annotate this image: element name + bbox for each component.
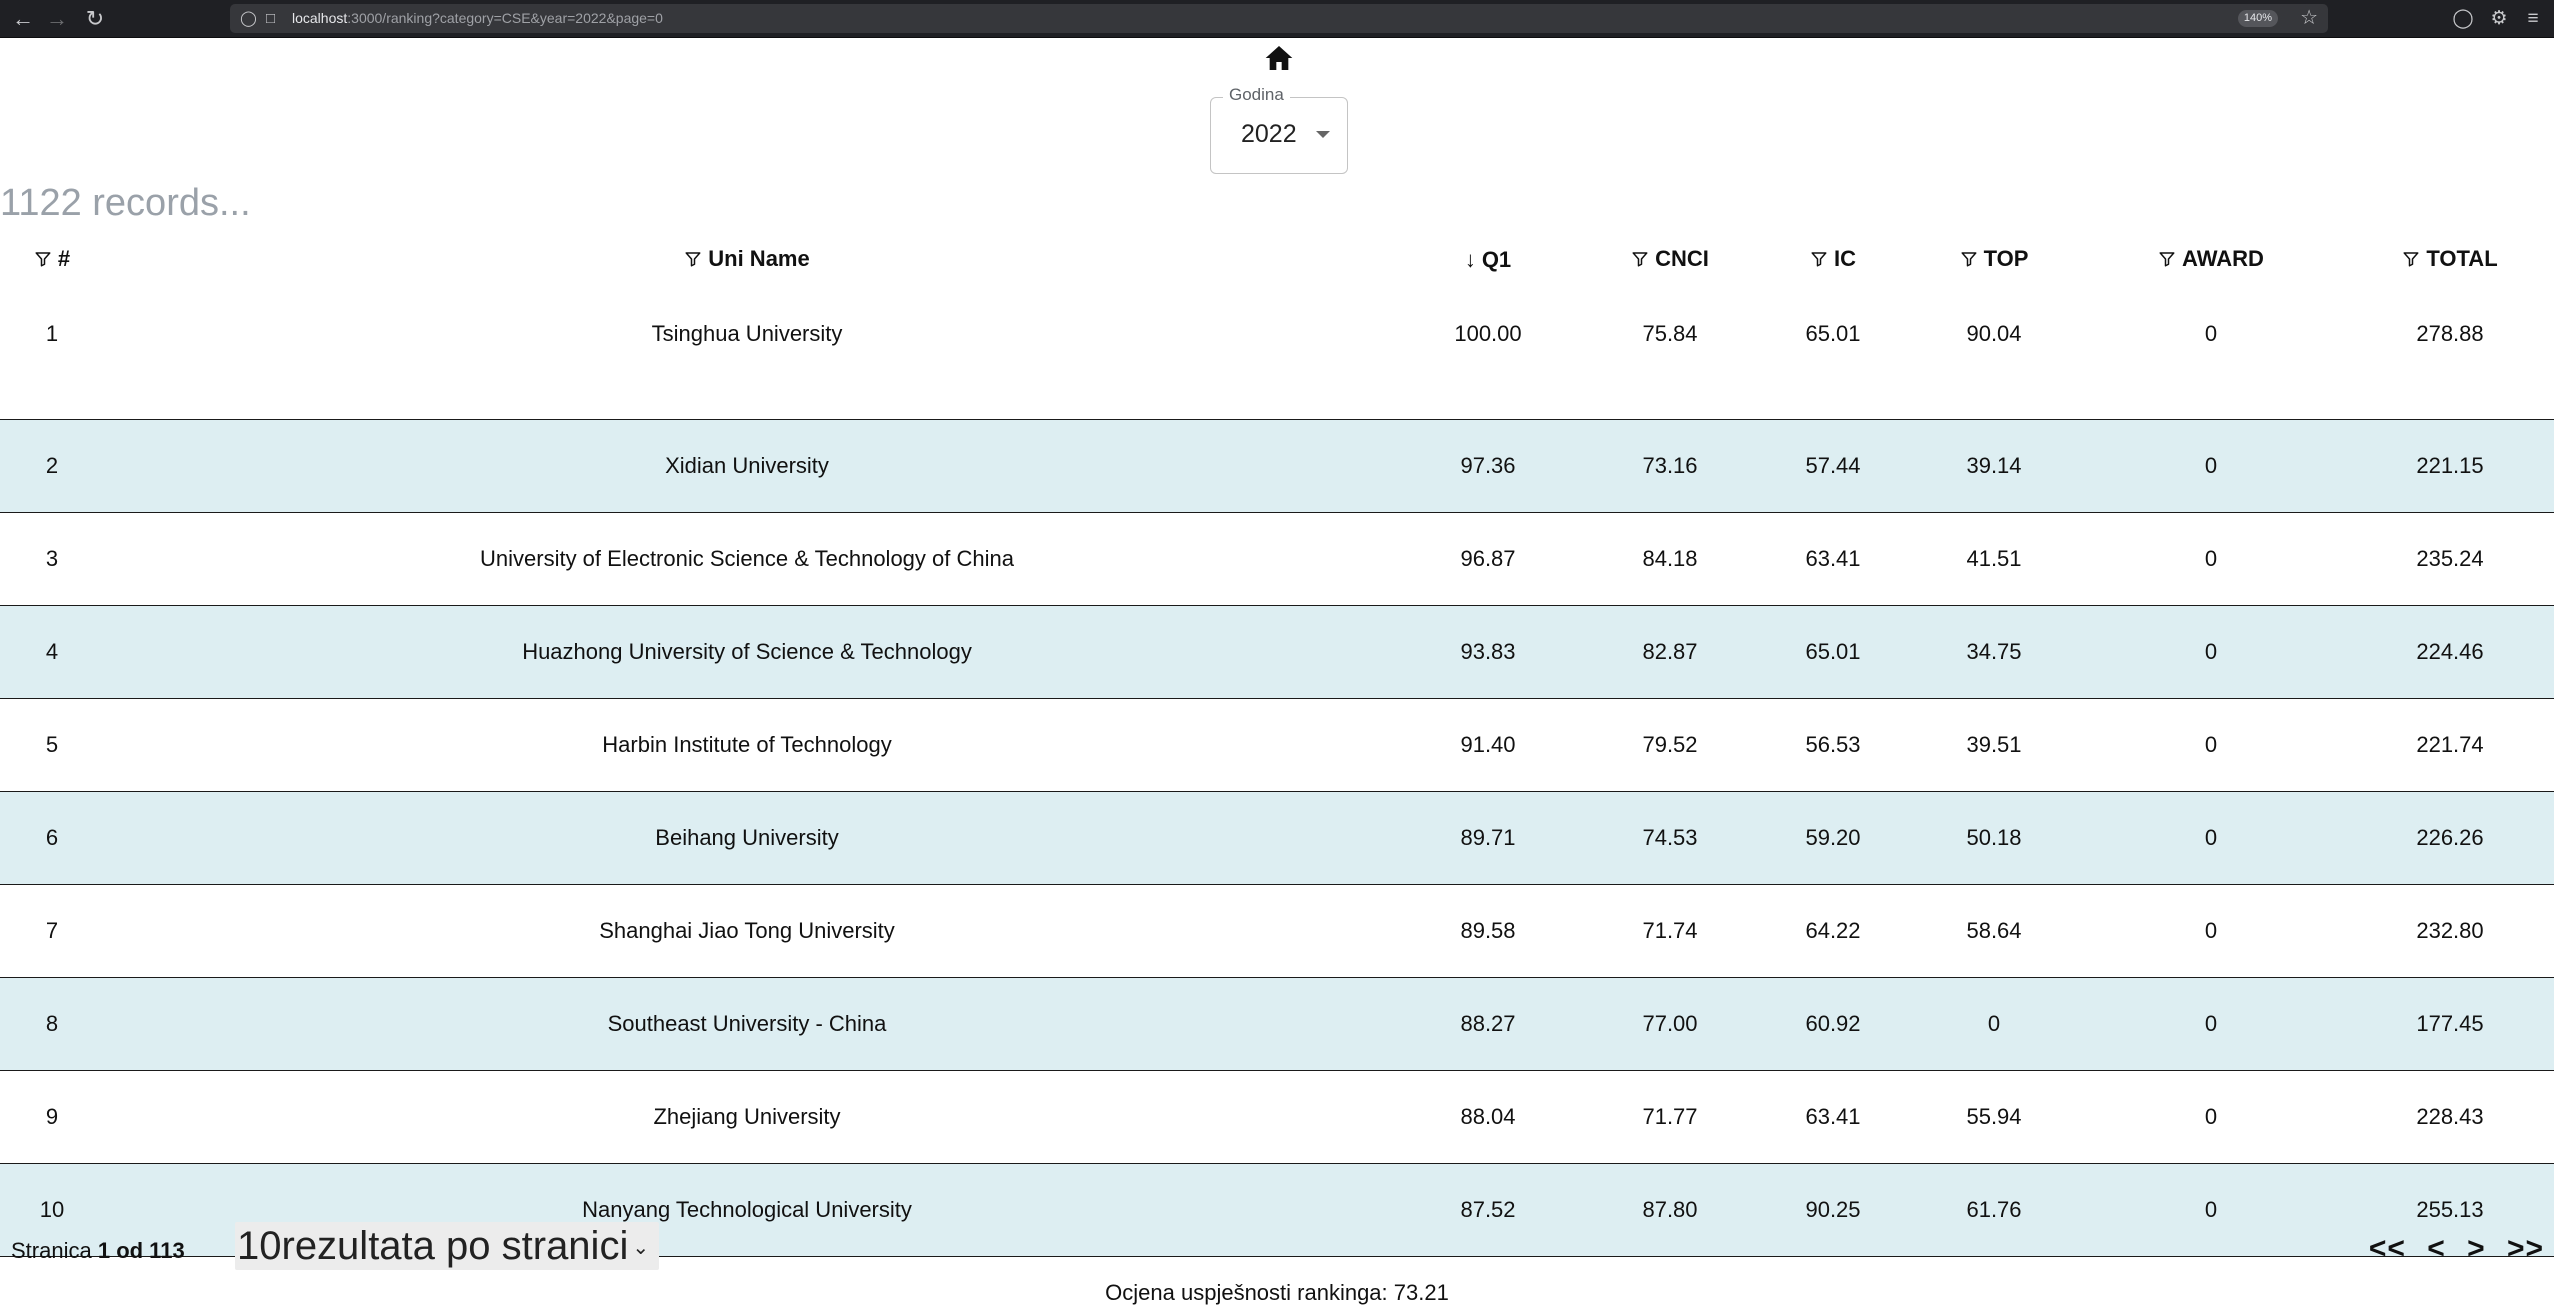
cell-q1: 88.04 bbox=[1390, 1070, 1586, 1163]
per-page-select[interactable] bbox=[235, 1222, 659, 1270]
cell-uni-name: Tsinghua University bbox=[104, 284, 1390, 419]
cell-uni-name: Huazhong University of Science & Technology bbox=[104, 605, 1390, 698]
cell-award: 0 bbox=[2076, 1163, 2346, 1256]
cell-uni-name: Shanghai Jiao Tong University bbox=[104, 884, 1390, 977]
cell-top: 61.76 bbox=[1912, 1163, 2076, 1256]
table-header-row bbox=[0, 236, 2554, 284]
header-total-label: TOTAL bbox=[2426, 246, 2498, 271]
cell-uni-name: Southeast University - China bbox=[104, 977, 1390, 1070]
page-label: Stranica bbox=[11, 1238, 92, 1263]
cell-rank: 10 bbox=[0, 1163, 104, 1256]
cell-total: 232.80 bbox=[2346, 884, 2554, 977]
ranking-score: Ocjena uspješnosti rankinga: 73.21 bbox=[1105, 1280, 1449, 1305]
table-row[interactable] bbox=[0, 698, 2554, 791]
cell-cnci: 74.53 bbox=[1586, 791, 1754, 884]
cell-award: 0 bbox=[2076, 605, 2346, 698]
cell-rank: 1 bbox=[0, 284, 104, 419]
cell-rank: 9 bbox=[0, 1070, 104, 1163]
prev-page-button[interactable]: < bbox=[2427, 1232, 2446, 1265]
filter-icon[interactable] bbox=[1631, 250, 1649, 268]
cell-top: 41.51 bbox=[1912, 512, 2076, 605]
year-select-label: Godina bbox=[1223, 85, 1290, 105]
cell-award: 0 bbox=[2076, 884, 2346, 977]
cell-total: 221.74 bbox=[2346, 698, 2554, 791]
cell-total: 177.45 bbox=[2346, 977, 2554, 1070]
cell-ic: 56.53 bbox=[1754, 698, 1912, 791]
shield-icon[interactable]: ◯ bbox=[240, 10, 257, 27]
home-icon[interactable] bbox=[1263, 42, 1295, 74]
filter-icon[interactable] bbox=[34, 250, 52, 268]
first-page-button[interactable]: << bbox=[2368, 1232, 2406, 1265]
table-row[interactable] bbox=[0, 1070, 2554, 1163]
cell-rank: 7 bbox=[0, 884, 104, 977]
cell-cnci: 82.87 bbox=[1586, 605, 1754, 698]
cell-ic: 63.41 bbox=[1754, 1070, 1912, 1163]
cell-q1: 87.52 bbox=[1390, 1163, 1586, 1256]
cell-uni-name: Harbin Institute of Technology bbox=[104, 698, 1390, 791]
cell-ic: 57.44 bbox=[1754, 419, 1912, 512]
cell-total: 235.24 bbox=[2346, 512, 2554, 605]
cell-top: 90.04 bbox=[1912, 284, 2076, 419]
header-top-label: TOP bbox=[1983, 246, 2029, 271]
cell-ic: 64.22 bbox=[1754, 884, 1912, 977]
menu-icon[interactable]: ≡ bbox=[2527, 8, 2539, 29]
cell-rank: 4 bbox=[0, 605, 104, 698]
header-cnci-label: CNCI bbox=[1655, 246, 1709, 271]
cell-award: 0 bbox=[2076, 419, 2346, 512]
cell-top: 39.51 bbox=[1912, 698, 2076, 791]
sort-desc-icon[interactable]: ↓ bbox=[1464, 247, 1476, 272]
last-page-button[interactable]: >> bbox=[2506, 1232, 2544, 1265]
table-row[interactable] bbox=[0, 605, 2554, 698]
table-row[interactable] bbox=[0, 884, 2554, 977]
page-count: 1 od 113 bbox=[97, 1238, 185, 1263]
header-top[interactable] bbox=[1912, 236, 2076, 284]
page-indicator bbox=[11, 1236, 185, 1266]
cell-uni-name: Zhejiang University bbox=[104, 1070, 1390, 1163]
table-row[interactable] bbox=[0, 512, 2554, 605]
back-icon[interactable]: ← bbox=[12, 6, 34, 31]
cell-uni-name: Beihang University bbox=[104, 791, 1390, 884]
cell-cnci: 73.16 bbox=[1586, 419, 1754, 512]
header-rank[interactable] bbox=[0, 236, 104, 284]
browser-toolbar bbox=[0, 0, 2554, 38]
cell-ic: 90.25 bbox=[1754, 1163, 1912, 1256]
cell-award: 0 bbox=[2076, 1070, 2346, 1163]
filter-icon[interactable] bbox=[1960, 250, 1978, 268]
cell-q1: 89.71 bbox=[1390, 791, 1586, 884]
cell-cnci: 77.00 bbox=[1586, 977, 1754, 1070]
bookmark-star-icon[interactable]: ☆ bbox=[2300, 7, 2318, 29]
cell-q1: 96.87 bbox=[1390, 512, 1586, 605]
pocket-icon[interactable]: ◯ bbox=[2452, 8, 2474, 29]
cell-rank: 5 bbox=[0, 698, 104, 791]
cell-total: 278.88 bbox=[2346, 284, 2554, 419]
page-icon: □ bbox=[266, 10, 276, 27]
header-uni-name-label: Uni Name bbox=[708, 246, 810, 271]
cell-ic: 65.01 bbox=[1754, 284, 1912, 419]
cell-q1: 89.58 bbox=[1390, 884, 1586, 977]
table-row[interactable] bbox=[0, 977, 2554, 1070]
cell-cnci: 71.74 bbox=[1586, 884, 1754, 977]
header-ic-label: IC bbox=[1834, 246, 1856, 271]
cell-award: 0 bbox=[2076, 977, 2346, 1070]
address-bar[interactable] bbox=[230, 4, 2328, 33]
cell-rank: 6 bbox=[0, 791, 104, 884]
header-ic[interactable] bbox=[1754, 236, 1912, 284]
records-count: 1122 records... bbox=[0, 182, 251, 224]
pagination-controls bbox=[2357, 1229, 2544, 1269]
forward-icon[interactable]: → bbox=[46, 6, 68, 31]
cell-top: 0 bbox=[1912, 977, 2076, 1070]
filter-icon[interactable] bbox=[1810, 250, 1828, 268]
chevron-down-icon: ⌄ bbox=[632, 1237, 650, 1260]
cell-rank: 3 bbox=[0, 512, 104, 605]
cell-top: 34.75 bbox=[1912, 605, 2076, 698]
next-page-button[interactable]: > bbox=[2467, 1232, 2486, 1265]
cell-uni-name: University of Electronic Science & Technology of China bbox=[104, 512, 1390, 605]
cell-award: 0 bbox=[2076, 791, 2346, 884]
dropdown-caret-icon[interactable] bbox=[1316, 131, 1330, 138]
cell-rank: 2 bbox=[0, 419, 104, 512]
filter-icon[interactable] bbox=[2158, 250, 2176, 268]
table-row[interactable] bbox=[0, 791, 2554, 884]
cell-rank: 8 bbox=[0, 977, 104, 1070]
header-uni-name[interactable] bbox=[104, 236, 1390, 284]
per-page-value: 10rezultata po stranici bbox=[237, 1224, 629, 1268]
extensions-icon[interactable]: ⚙ bbox=[2490, 8, 2508, 29]
cell-q1: 93.83 bbox=[1390, 605, 1586, 698]
cell-q1: 91.40 bbox=[1390, 698, 1586, 791]
header-award-label: AWARD bbox=[2182, 246, 2264, 271]
cell-ic: 65.01 bbox=[1754, 605, 1912, 698]
cell-cnci: 75.84 bbox=[1586, 284, 1754, 419]
header-total[interactable] bbox=[2346, 236, 2554, 284]
cell-ic: 60.92 bbox=[1754, 977, 1912, 1070]
cell-cnci: 79.52 bbox=[1586, 698, 1754, 791]
cell-q1: 97.36 bbox=[1390, 419, 1586, 512]
filter-icon[interactable] bbox=[684, 250, 702, 268]
year-select-value[interactable]: 2022 bbox=[1241, 120, 1297, 148]
url-text[interactable] bbox=[292, 4, 663, 33]
cell-top: 39.14 bbox=[1912, 419, 2076, 512]
cell-ic: 59.20 bbox=[1754, 791, 1912, 884]
cell-award: 0 bbox=[2076, 284, 2346, 419]
zoom-badge[interactable]: 140% bbox=[2238, 10, 2278, 27]
header-cnci[interactable] bbox=[1586, 236, 1754, 284]
cell-cnci: 87.80 bbox=[1586, 1163, 1754, 1256]
cell-q1: 88.27 bbox=[1390, 977, 1586, 1070]
url-host: localhost bbox=[292, 10, 348, 26]
cell-total: 224.46 bbox=[2346, 605, 2554, 698]
cell-top: 58.64 bbox=[1912, 884, 2076, 977]
cell-top: 50.18 bbox=[1912, 791, 2076, 884]
cell-uni-name: Xidian University bbox=[104, 419, 1390, 512]
cell-total: 255.13 bbox=[2346, 1163, 2554, 1256]
ranking-table bbox=[0, 236, 2554, 1260]
header-rank-label: # bbox=[57, 246, 71, 271]
cell-award: 0 bbox=[2076, 698, 2346, 791]
table-row[interactable] bbox=[0, 284, 2554, 419]
cell-total: 221.15 bbox=[2346, 419, 2554, 512]
cell-q1: 100.00 bbox=[1390, 284, 1586, 419]
header-award[interactable] bbox=[2076, 236, 2346, 284]
header-q1[interactable] bbox=[1390, 236, 1586, 284]
reload-icon[interactable]: ↻ bbox=[85, 6, 105, 31]
cell-total: 228.43 bbox=[2346, 1070, 2554, 1163]
cell-cnci: 71.77 bbox=[1586, 1070, 1754, 1163]
table-row[interactable] bbox=[0, 419, 2554, 512]
header-q1-label: Q1 bbox=[1481, 247, 1512, 272]
cell-top: 55.94 bbox=[1912, 1070, 2076, 1163]
url-path: :3000/ranking?category=CSE&year=2022&page=0 bbox=[347, 10, 663, 26]
cell-total: 226.26 bbox=[2346, 791, 2554, 884]
cell-uni-name: Nanyang Technological University bbox=[104, 1163, 1390, 1256]
cell-ic: 63.41 bbox=[1754, 512, 1912, 605]
filter-icon[interactable] bbox=[2402, 250, 2420, 268]
cell-award: 0 bbox=[2076, 512, 2346, 605]
cell-cnci: 84.18 bbox=[1586, 512, 1754, 605]
